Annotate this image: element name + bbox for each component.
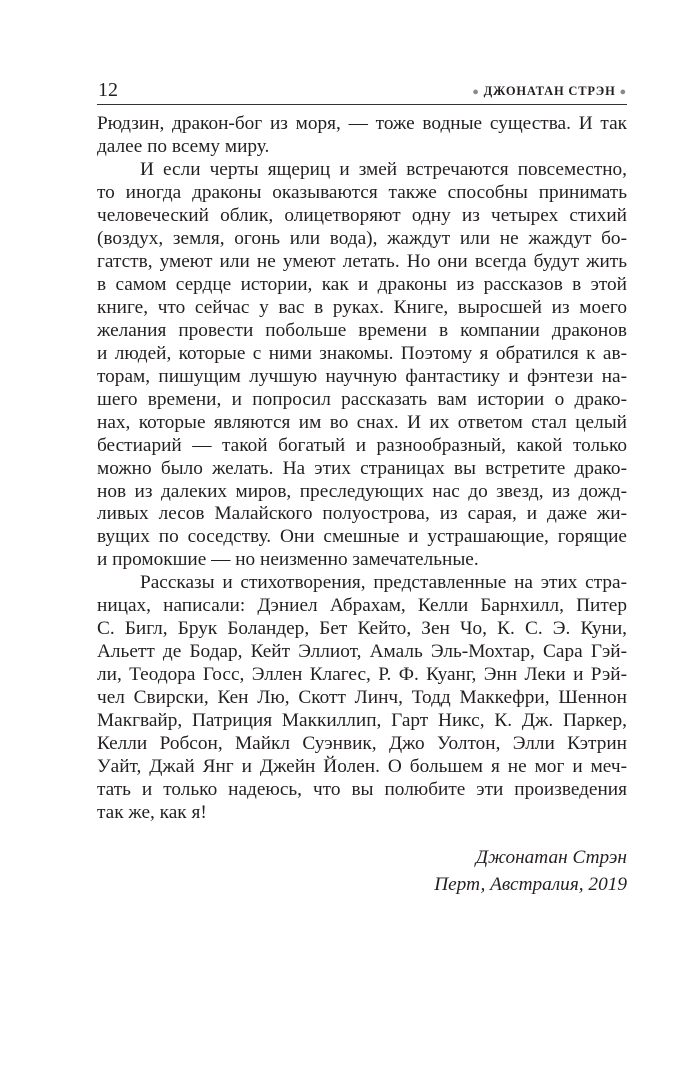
text-line: можно было желать. На этих страницах вы встретите драко- [97, 457, 627, 479]
text-line: Рюдзин, дракон-бог из моря, — тоже водные существа. И так [97, 113, 627, 134]
text-line: И если черты ящериц и змей встречаются повсеместно, [140, 158, 627, 180]
running-title [472, 83, 627, 100]
text-line: ницах, написали: Дэниел Абрахам, Келли Барнхилл, Питер [97, 595, 627, 617]
text-line: нов из далеких миров, преследующих нас до звезд, из дожд- [97, 480, 627, 502]
text-line: вущих по соседству. Они смешные и устрашающие, горящие [97, 526, 627, 548]
text-line: книге, что сейчас у вас в руках. Книге, выросшей из моего [97, 296, 627, 318]
text-line: торам, пишущим лучшую научную фантастику и фэнтези на- [97, 365, 627, 387]
text-line: Келли Робсон, Майкл Суэнвик, Джо Уолтон, Элли Кэтрин [97, 733, 627, 755]
text-line: ли, Теодора Госс, Эллен Клагес, Р. Ф. Куанг, Энн Леки и Рэй- [97, 664, 627, 686]
text-line: чел Свирски, Кен Лю, Скотт Линч, Тодд Маккефри, Шеннон [97, 687, 627, 709]
signature-place-date: Перт, Австралия, 2019 [434, 874, 627, 895]
text-line: и людей, которые с ними знакомы. Поэтому я обратился к ав- [97, 342, 627, 364]
text-line: человеческий облик, олицетворяют одну из четырех стихий [97, 204, 627, 226]
text-line: Рассказы и стихотворения, представленные на этих стра- [140, 572, 627, 594]
text-line: Макгвайр, Патриция Маккиллип, Гарт Никс, К. Дж. Паркер, [97, 710, 627, 732]
page-number: 12 [98, 79, 118, 101]
text-line: С. Бигл, Брук Боландер, Бет Кейто, Зен Чо, К. С. Э. Куни, [97, 618, 627, 640]
text-line: нах, которые являются им во снах. И их ответом стал целый [97, 411, 627, 433]
text-line: гатств, умеют или не умеют летать. Но они всегда будут жить [97, 250, 627, 272]
text-line: то иногда драконы оказываются также способны принимать [97, 181, 627, 203]
text-line: Альетт де Бодар, Кейт Эллиот, Амаль Эль-Мохтар, Сара Гэй- [97, 641, 627, 663]
bullet-icon: ● [619, 86, 627, 98]
body-text [97, 113, 627, 825]
text-line: (воздух, земля, огонь или вода), жаждут или не жаждут бо- [97, 227, 627, 249]
text-line: и промокшие — но неизменно замечательные. [97, 549, 479, 571]
text-line: ливых лесов Малайского полуострова, из сарая, и даже жи- [97, 503, 627, 525]
bullet-icon: ● [472, 86, 480, 98]
text-line: желания провести побольше времени в компании драконов [97, 319, 627, 341]
text-line: далее по всему миру. [97, 135, 270, 157]
text-line: бестиарий — такой богатый и разнообразный, какой только [97, 434, 627, 456]
running-header [97, 78, 627, 105]
text-line: Уайт, Джай Янг и Джейн Йолен. О большем я не мог и меч- [97, 756, 627, 778]
signature-author: Джонатан Стрэн [475, 847, 627, 868]
text-line: в самом сердце истории, как и драконы из рассказов в этой [97, 273, 627, 295]
text-line: так же, как я! [97, 802, 207, 824]
text-line: тать и только надеюсь, что вы полюбите эти произведения [97, 779, 627, 801]
text-line: шего времени, и попросил рассказать вам истории о драко- [97, 388, 627, 410]
running-title-text: ДЖОНАТАН СТРЭН [483, 84, 616, 98]
